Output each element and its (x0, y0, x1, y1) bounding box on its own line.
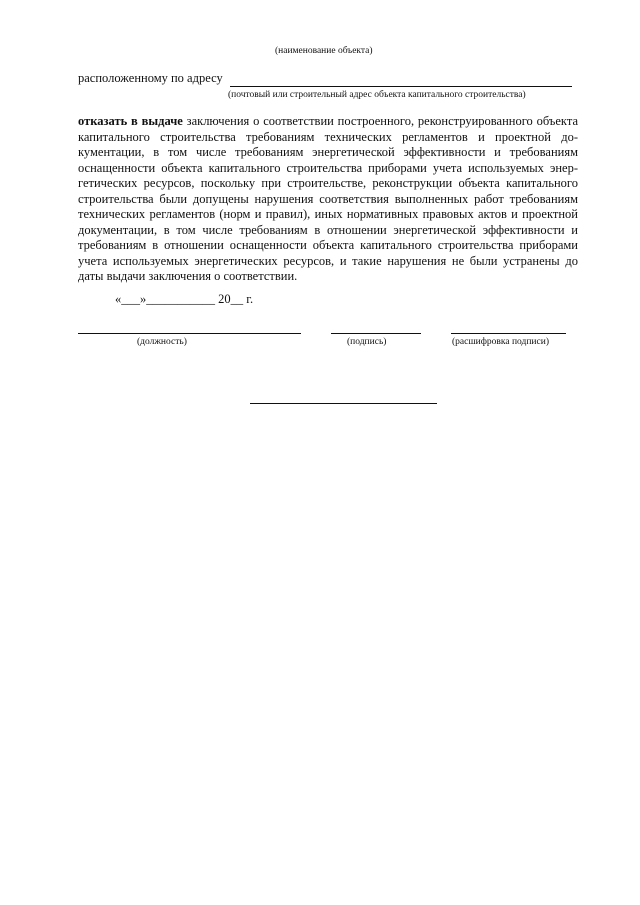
signature-decoding-caption: (расшифровка подписи) (452, 337, 549, 347)
signature-field-line[interactable] (331, 333, 421, 334)
position-field-line[interactable] (78, 333, 301, 334)
closing-separator (250, 403, 437, 404)
position-caption: (должность) (137, 337, 187, 347)
signature-caption: (подпись) (347, 337, 387, 347)
date-field[interactable]: «___»___________ 20__ г. (115, 292, 254, 306)
decision-text: заключения о соответствии построенного, реконструированного объекта капитального строительства требованиям технических регламентов и проектной документации, в том числе требованиям энергетической эффективности и требованиям оснащенности объекта капитального строительства приборами учета используемых энергетических ресурсов, поскольку при строительстве, реконструкции объекта капитального строительства были допущены нарушения соответствия выполненных работ требованиям технических регламентов (норм и правил), иных нормативных правовых актов и проектной документации, в том числе требованиям в отношении энергетической эффективности и требованиям в отношении оснащенности объекта капитального строительства приборами учета используемых энергетических ресурсов, и такие нарушения не были устранены до даты выдачи заключения о соответствии. (78, 114, 578, 283)
object-name-caption: (наименование объекта) (275, 46, 373, 56)
address-field-line[interactable] (230, 86, 572, 87)
signature-decoding-field-line[interactable] (451, 333, 566, 334)
decision-paragraph (78, 114, 578, 285)
address-caption: (почтовый или строительный адрес объекта капитального строительства) (228, 90, 526, 100)
address-label: расположенному по адресу (78, 71, 223, 85)
decision-lead: отказать в выдаче (78, 114, 183, 128)
